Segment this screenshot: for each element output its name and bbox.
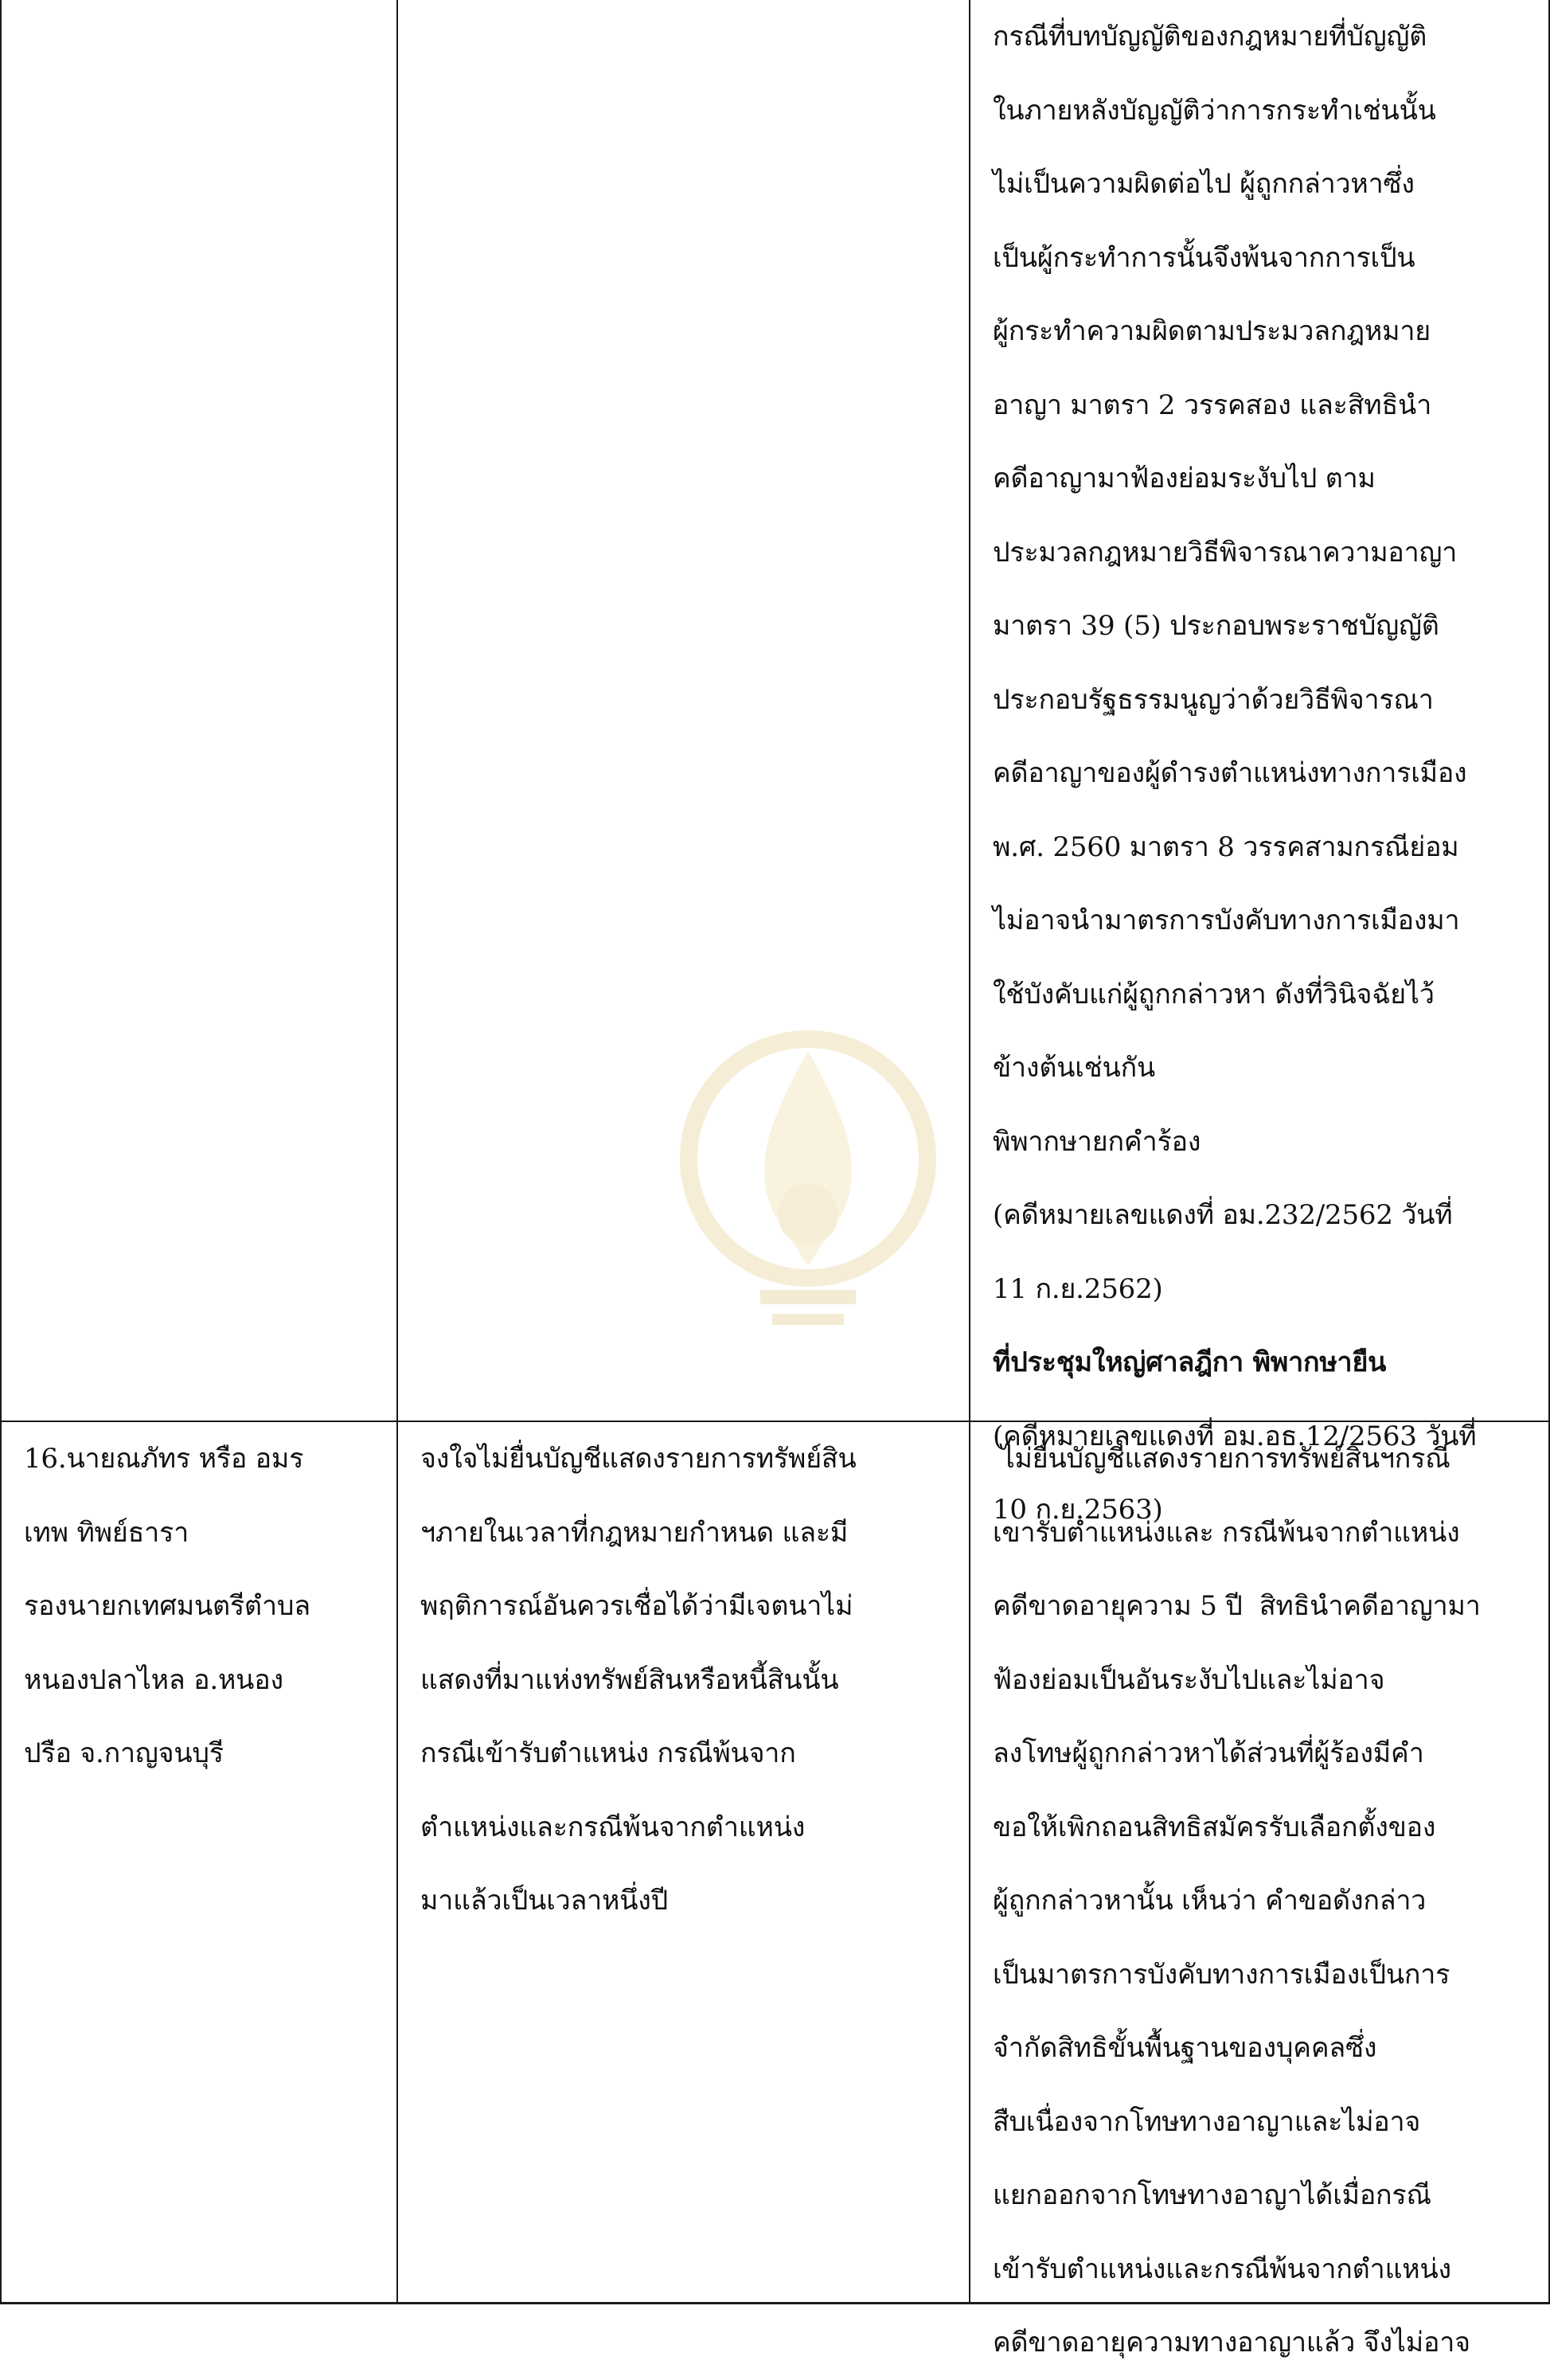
allegation-line: จงใจไม่ยื่นบัญชีแสดงรายการทรัพย์สิน [420,1443,857,1475]
ruling-line: (คดีหมายเลขแดงที่ อม.232/2562 วันที่ [993,1199,1453,1231]
table-border-left [0,0,2,2304]
ruling-line: แยกออกจากโทษทางอาญาได้เมื่อกรณี [993,2179,1431,2211]
ruling-line: ขอให้เพิกถอนสิทธิสมัครรับเลือกตั้งของ [993,1811,1436,1843]
supreme-court-verdict-line: ที่ประชุมใหญ่ศาลฎีกา พิพากษายืน [993,1346,1387,1378]
ruling-line: ไม่อาจนำมาตรการบังคับทางการเมืองมา [993,905,1460,936]
ruling-line: เป็นผู้กระทำการนั้นจึงพ้นจากการเป็น [993,241,1415,274]
ruling-line: ประกอบรัฐธรรมนูญว่าด้วยวิธีพิจารณา [993,683,1434,716]
ruling-line: ฟ้องย่อมเป็นอันระงับไปและไม่อาจ [993,1663,1385,1696]
allegation-line: กรณีเข้ารับตำแหน่ง กรณีพ้นจาก [420,1737,796,1769]
ruling-line: ผู้ถูกกล่าวหานั้น เห็นว่า คำขอดังกล่าว [993,1885,1427,1917]
ruling-line: ไม่เป็นความผิดต่อไป ผู้ถูกกล่าวหาซึ่ง [993,168,1415,200]
ruling-line: ใช้บังคับแก่ผู้ถูกกล่าวหา ดังที่วินิจฉัยไว้ [993,978,1435,1010]
person-line: 16.นายณภัทร หรือ อมร [24,1443,304,1475]
ruling-line: จำกัดสิทธิขั้นพื้นฐานของบุคคลซึ่ง [993,2032,1377,2064]
ruling-line: ผู้กระทำความผิดตามประมวลกฎหมาย [993,315,1431,347]
ruling-line: สืบเนื่องจากโทษทางอาญาและไม่อาจ [993,2105,1421,2138]
ruling-line: ข้างต้นเช่นกัน [993,1052,1156,1084]
watermark-emblem-icon [677,1027,939,1362]
ruling-line: เขารับตำแหน่งและ กรณีพ้นจากตำแหน่ง [993,1516,1460,1549]
ruling-line: ไม่ยื่นบัญชีแสดงรายการทรัพย์สินฯกรณี [993,1443,1450,1475]
ruling-line: กรณีที่บทบัญญัติของกฎหมายที่บัญญัติ [993,21,1427,53]
ruling-line: เป็นมาตรการบังคับทางการเมืองเป็นการ [993,1958,1450,1991]
row16-ruling-cell [970,1422,1548,2380]
ruling-line: (คดีหมายเลขแดงที่ อม.อธ.12/2563 วันที่ [993,1420,1477,1452]
person-line: รองนายกเทศมนตรีตำบล [24,1590,310,1622]
ruling-line: พ.ศ. 2560 มาตรา 8 วรรคสามกรณีย่อม [993,830,1459,863]
ruling-line: เข้ารับตำแหน่งและกรณีพ้นจากตำแหน่ง [993,2253,1451,2285]
ruling-line: 10 ก.ย.2563) [993,1494,1163,1526]
ruling-line: ลงโทษผู้ถูกกล่าวหาได้ส่วนที่ผู้ร้องมีคำ [993,1737,1424,1769]
person-line: ปรือ จ.กาญจนบุรี [24,1737,224,1769]
ruling-line: ในภายหลังบัญญัติว่าการกระทำเช่นนั้น [993,94,1436,127]
ruling-line: 11 ก.ย.2562) [993,1272,1163,1305]
allegation-line: ตำแหน่งและกรณีพ้นจากตำแหน่ง [420,1811,806,1843]
ruling-line: พิพากษายกคำร้อง [993,1125,1201,1158]
ruling-line: คดีอาญามาฟ้องย่อมระงับไป ตาม [993,463,1376,494]
allegation-line: มาแล้วเป็นเวลาหนึ่งปี [420,1885,669,1917]
ruling-line: อาญา มาตรา 2 วรรคสอง และสิทธินำ [993,389,1432,421]
row16-person-cell [2,1422,396,1791]
allegation-line: แสดงที่มาแห่งทรัพย์สินหรือหนี้สินนั้น [420,1663,839,1696]
person-line: เทพ ทิพย์ธารา [24,1516,189,1549]
ruling-line: ประมวลกฎหมายวิธีพิจารณาความอาญา [993,536,1458,569]
ruling-line: คดีอาญาของผู้ดำรงตำแหน่งทางการเมือง [993,757,1467,789]
row16-allegation-cell [398,1422,969,1938]
top-row-ruling-cell [970,0,1548,1547]
ruling-line: คดีขาดอายุความทางอาญาแล้ว จึงไม่อาจ [993,2327,1470,2359]
allegation-line: ฯภายในเวลาที่กฎหมายกำหนด และมี [420,1516,849,1549]
ruling-line: คดีขาดอายุความ 5 ปี สิทธินำคดีอาญามา [993,1590,1481,1622]
person-line: หนองปลาไหล อ.หนอง [24,1663,283,1696]
table-divider-col1 [396,0,398,2304]
ruling-line: มาตรา 39 (5) ประกอบพระราชบัญญัติ [993,610,1439,642]
allegation-line: พฤติการณ์อันควรเชื่อได้ว่ามีเจตนาไม่ [420,1590,853,1622]
